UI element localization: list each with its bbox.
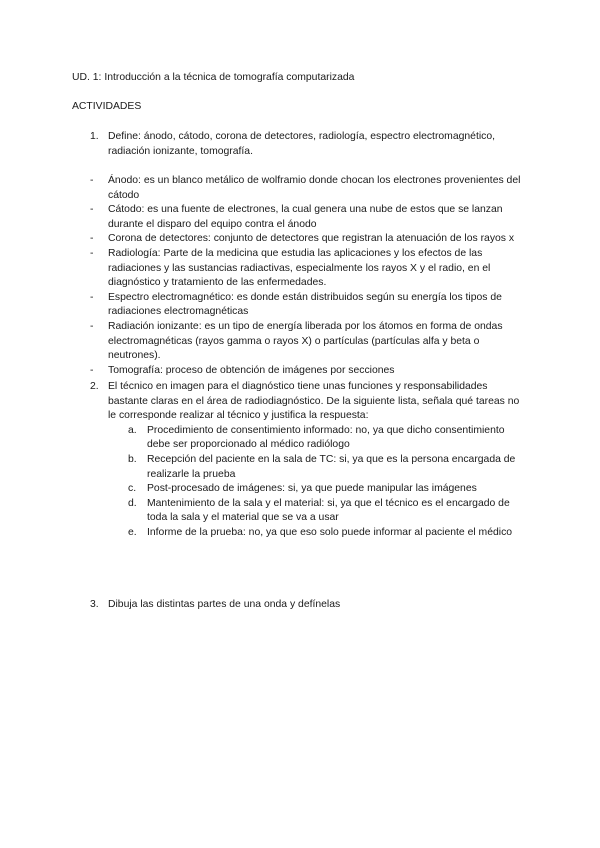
list-item bbox=[128, 482, 528, 497]
list-item bbox=[128, 497, 528, 526]
question-text: Dibuja las distintas partes de una onda y defínelas bbox=[108, 599, 341, 610]
item-label: c. bbox=[128, 483, 137, 495]
definition-text: Ánodo: es un blanco metálico de wolframio donde chocan los electrones provenientes del cátodo bbox=[108, 175, 521, 201]
item-label: e. bbox=[128, 526, 137, 538]
section-heading: ACTIVIDADES bbox=[72, 101, 142, 112]
bullet-dash: - bbox=[90, 233, 94, 245]
definition-text: Corona de detectores: conjunto de detectores que registran la atenuación de los rayos x bbox=[108, 233, 515, 245]
definition-text: Espectro electromagnético: es donde están distribuidos según su energía los tipos de radiaciones electromagnéticas bbox=[108, 291, 502, 318]
bullet-dash: - bbox=[90, 247, 94, 259]
bullet-dash: - bbox=[90, 204, 94, 216]
question-number: 2. bbox=[90, 381, 99, 392]
bullet-dash: - bbox=[90, 291, 94, 303]
list-item bbox=[90, 364, 530, 379]
list-item bbox=[128, 453, 528, 482]
list-item bbox=[128, 526, 528, 541]
list-item bbox=[90, 247, 530, 291]
definitions-list bbox=[90, 174, 530, 378]
question-1 bbox=[90, 130, 530, 159]
question-text: Define: ánodo, cátodo, corona de detectores, radiología, espectro electromagnético, radiación ionizante, tomografía. bbox=[108, 131, 496, 157]
list-item bbox=[128, 424, 528, 453]
item-label: a. bbox=[128, 424, 137, 436]
task-text: Mantenimiento de la sala y el material: si, ya que el técnico es el encargado de toda la sala y el material que se va a usar bbox=[147, 497, 510, 524]
tasks-list bbox=[128, 424, 528, 541]
definition-text: Radiología: Parte de la medicina que estudia las aplicaciones y los efectos de las radiaciones y las sustancias radiactivas, especialmente los rayos X y el radio, en el diagnóstico y tratamiento de las enfermedades. bbox=[108, 247, 491, 289]
question-number: 1. bbox=[90, 131, 99, 142]
task-text: Informe de la prueba: no, ya que eso solo puede informar al paciente el médico bbox=[147, 526, 513, 538]
item-label: d. bbox=[128, 497, 137, 509]
list-item bbox=[90, 291, 530, 320]
bullet-dash: - bbox=[90, 364, 94, 376]
document-title: UD. 1: Introducción a la técnica de tomografía computarizada bbox=[72, 72, 355, 83]
list-item bbox=[90, 232, 530, 247]
bullet-dash: - bbox=[90, 175, 94, 186]
task-text: Procedimiento de consentimiento informado: no, ya que dicho consentimiento debe ser proporcionado al médico radiólogo bbox=[147, 424, 505, 451]
definition-text: Tomografía: proceso de obtención de imágenes por secciones bbox=[108, 364, 395, 376]
question-2 bbox=[90, 380, 530, 541]
definition-text: Cátodo: es una fuente de electrones, la cual genera una nube de estos que se lanzan durante el disparo del equipo contra el ánodo bbox=[108, 204, 503, 230]
definition-text: Radiación ionizante: es un tipo de energía liberada por los átomos en forma de ondas electromagnéticas (rayos gamma o rayos X) o partículas (partículas alfa y beta o neutrones). bbox=[108, 320, 503, 362]
question-3 bbox=[90, 598, 530, 613]
list-item bbox=[90, 203, 530, 232]
task-text: Post-procesado de imágenes: si, ya que puede manipular las imágenes bbox=[147, 483, 477, 495]
list-item bbox=[90, 320, 530, 364]
list-item bbox=[90, 174, 530, 203]
item-label: b. bbox=[128, 453, 137, 465]
question-number: 3. bbox=[90, 599, 99, 610]
bullet-dash: - bbox=[90, 320, 94, 332]
question-text: El técnico en imagen para el diagnóstico tiene unas funciones y responsabilidades bastante claras en el área de radiodiagnóstico. De la siguiente lista, señala qué tareas no le corresponde realizar al técnico y justifica la respuesta: bbox=[108, 381, 520, 422]
task-text: Recepción del paciente en la sala de TC: si, ya que es la persona encargada de realizarle la prueba bbox=[147, 453, 516, 480]
